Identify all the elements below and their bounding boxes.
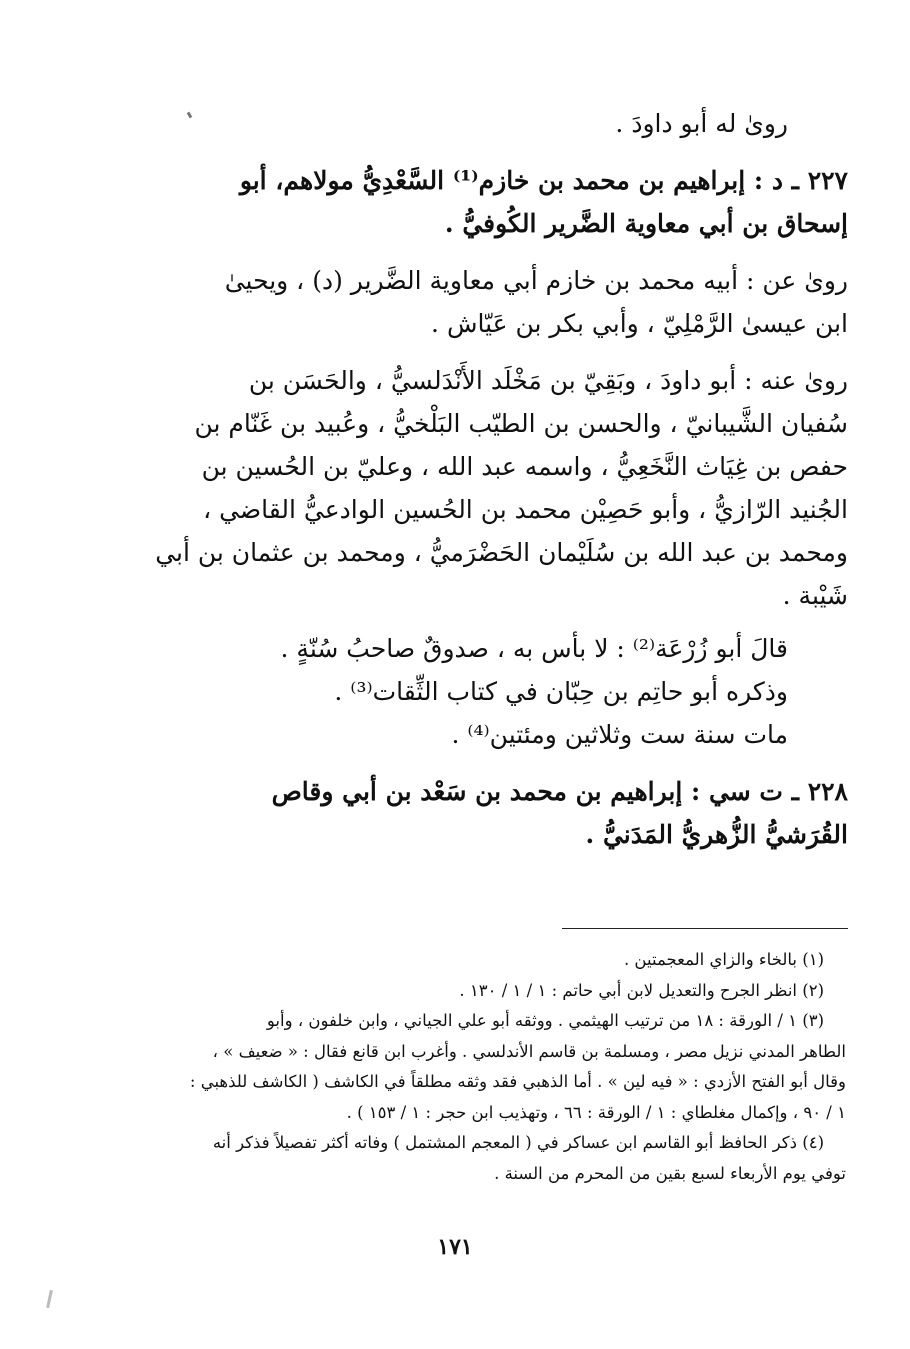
text-line: شَيْبة . (782, 581, 848, 610)
text-line: وقال أبو الفتح الأزدي : « فيه لين » . أما الذهبي فقد وثقه مطلقاً في الكاشف ( الكاشف للذهبي : (189, 1072, 846, 1091)
footnote-divider (562, 928, 848, 929)
mention-line (62, 670, 848, 713)
main-text (62, 102, 848, 856)
text-line: قالَ أبو زُرْعَة⁽²⁾ : لا بأس به ، صدوقٌ صاحبُ سُنّةٍ . (280, 634, 788, 663)
text-line: رویٰ عنه : أبو داودَ ، وبَقِيّ بن مَخْلَد الأَنْدَلسيُّ ، والحَسَن بن (248, 366, 848, 395)
footnote-1 (64, 945, 846, 976)
opinion-line (62, 627, 848, 670)
narrated-by-paragraph (62, 359, 848, 617)
text-line: رویٰ عن : أبيه محمد بن خازم أبي معاوية الضَّرير (د) ، ويحيىٰ (224, 266, 848, 295)
text-line: ومحمد بن عبد الله بن سُلَيْمان الحَضْرَميُّ ، ومحمد بن عثمان بن أبي (155, 538, 848, 567)
text-line: إسحاق بن أبي معاوية الضَّرير الكُوفيُّ . (444, 209, 848, 238)
entry-heading (62, 159, 848, 245)
text-line: (٢) انظر الجرح والتعديل لابن أبي حاتم : ١ / ١ / ١٣٠ . (459, 980, 824, 1000)
footnote-4 (64, 1128, 846, 1189)
text-line: رویٰ له أبو داودَ . (615, 109, 788, 138)
text-line: (٤) ذكر الحافظ أبو القاسم ابن عساكر في ( المعجم المشتمل ) وفاته أكثر تفصيلاً فذكر أنه (212, 1133, 824, 1152)
narration-line (62, 102, 848, 145)
entry-heading (62, 770, 848, 856)
page-number: ١٧١ (437, 1234, 473, 1260)
text-line: مات سنة ست وثلاثين ومئتين⁽⁴⁾ . (451, 720, 788, 749)
scan-scratch (46, 1290, 53, 1308)
entry-227 (62, 159, 848, 756)
text-line: ابن عيسىٰ الرَّمْلِيّ ، وأبي بكر بن عَيّاش . (431, 309, 848, 338)
narrated-from-paragraph (62, 259, 848, 345)
text-line: حفص بن غِيَاث النَّخَعِيُّ ، واسمه عبد الله ، وعليّ بن الحُسين بن (201, 452, 848, 481)
text-line: (٣) ١ / الورقة : ١٨ من ترتيب الهيثمي . ووثقه أبو علي الجياني ، وابن خلفون ، وأبو (266, 1011, 824, 1030)
text-line: (١) بالخاء والزاي المعجمتين . (623, 950, 824, 969)
text-line: وذكره أبو حاتِم بن حِبّان في كتاب الثِّقات⁽³⁾ . (334, 677, 788, 706)
text-line: الجُنيد الرّازيُّ ، وأبو حَصِيْن محمد بن الحُسين الوادعيُّ القاضي ، (203, 495, 848, 524)
text-line: القُرَشيُّ الزُّهريُّ المَدَنيُّ . (585, 820, 848, 849)
footnotes (64, 945, 846, 1189)
text-line: سُفيان الشَّيبانيّ ، والحسن بن الطيّب البَلْخيُّ ، وعُبيد بن غَنّام بن (194, 409, 848, 438)
entry-228 (62, 770, 848, 856)
death-line (62, 713, 848, 756)
text-line: ١ / ٩٠ ، وإكمال مغلطاي : ١ / الورقة : ٦٦ ، وتهذيب ابن حجر : ١ / ١٥٣ ) . (346, 1102, 846, 1122)
text-line: توفي يوم الأربعاء لسبع بقين من المحرم من السنة . (494, 1163, 846, 1183)
footnote-3 (64, 1006, 846, 1128)
footnote-2 (64, 976, 846, 1007)
text-line: الطاهر المدني نزيل مصر ، ومسلمة بن قاسم الأندلسي . وأغرب ابن قانع فقال : « ضعيف » ، (212, 1041, 846, 1061)
text-line: ٢٢٧ ـ د : إبراهيم بن محمد بن خازم⁽¹⁾ السَّعْدِيُّ مولاهم، أبو (239, 166, 848, 195)
text-line: ٢٢٨ ـ ت سي : إبراهيم بن محمد بن سَعْد بن أبي وقاص (271, 777, 848, 806)
